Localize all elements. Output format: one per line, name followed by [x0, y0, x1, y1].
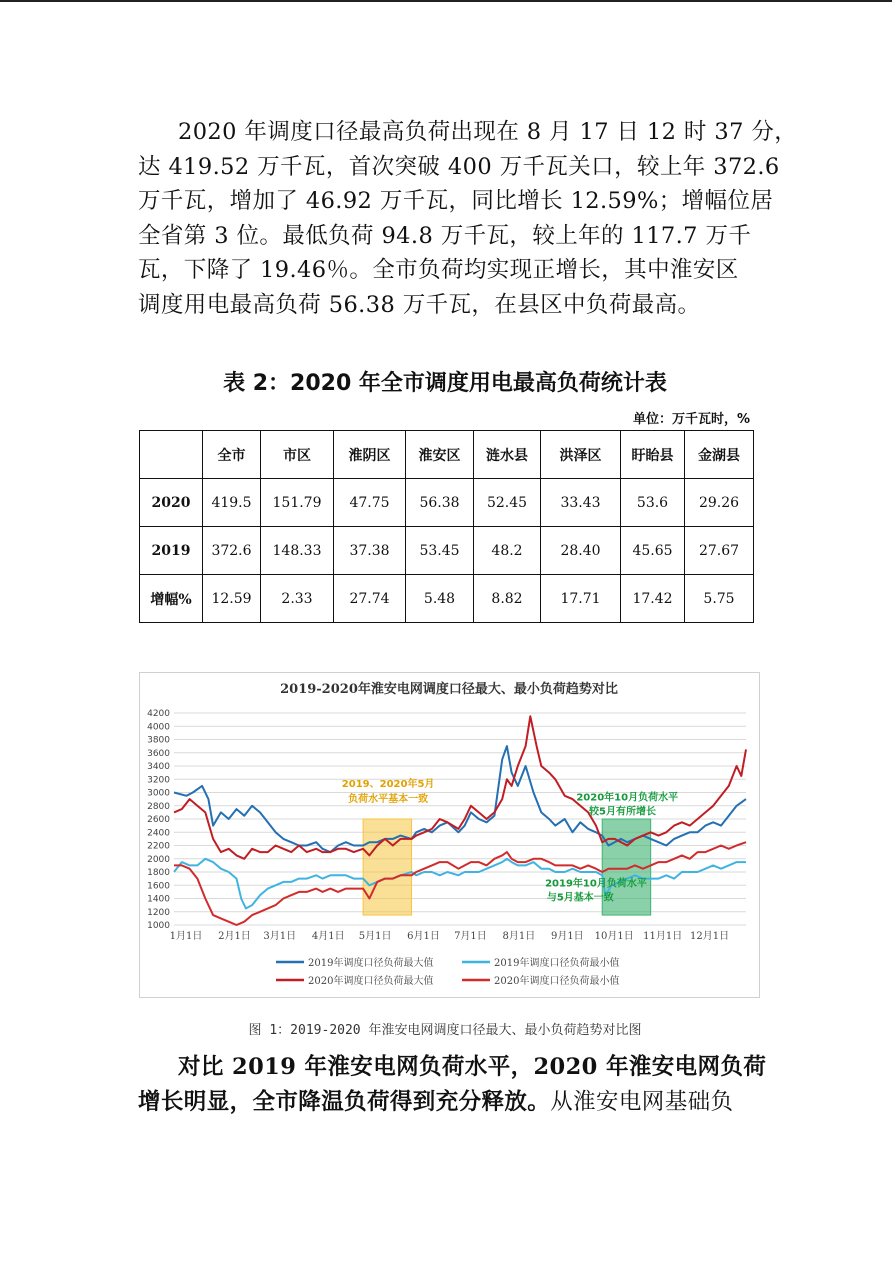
- paragraph-line: 调度用电最高负荷 56.38 万千瓦，在县区中负荷最高。: [138, 291, 701, 318]
- y-tick-label: 2600: [147, 815, 170, 825]
- x-tick-label: 4月1日: [311, 931, 345, 942]
- x-tick-label: 5月1日: [358, 931, 392, 942]
- table-row-label: 2020: [140, 479, 203, 527]
- x-tick-label: 10月1日: [594, 931, 634, 942]
- load-stats-table: [139, 430, 754, 623]
- table-cell: 53.6: [621, 479, 685, 527]
- table-cell: 45.65: [621, 527, 685, 575]
- load-trend-chart-svg: [140, 673, 759, 997]
- table-cell: 5.75: [685, 575, 754, 623]
- y-tick-label: 2800: [147, 801, 170, 812]
- table-cell: 29.26: [685, 479, 754, 527]
- load-trend-chart: [139, 672, 760, 998]
- table-cell: 37.38: [334, 527, 406, 575]
- table-header-row: [140, 431, 754, 479]
- table-header-cell: 涟水县: [474, 431, 541, 479]
- x-tick-label: 1月1日: [169, 931, 203, 942]
- y-tick-label: 4000: [147, 722, 170, 733]
- chart-annotation: 与5月基本一致: [546, 892, 614, 904]
- figure-caption: 图 1：2019-2020 年淮安电网调度口径最大、最小负荷趋势对比图: [248, 1023, 642, 1038]
- table-header-cell: 淮安区: [406, 431, 474, 479]
- table-cell: 5.48: [406, 575, 474, 623]
- paragraph-line: 瓦，下降了 19.46％。全市负荷均实现正增长，其中淮安区: [138, 257, 739, 283]
- chart-annotation: 2019、2020年5月: [341, 779, 435, 791]
- table-cell: 47.75: [334, 479, 406, 527]
- paragraph-line: 2020 年调度口径最高负荷出现在 8 月 17 日 12 时 37 分，: [178, 119, 798, 145]
- y-tick-label: 4200: [147, 709, 170, 719]
- table-row: [140, 575, 754, 623]
- table-cell: 12.59: [203, 575, 261, 623]
- table-cell: 372.6: [203, 527, 261, 575]
- paragraph-max-load: [138, 115, 798, 322]
- paragraph-line: [138, 1085, 752, 1120]
- y-tick-label: 2200: [147, 841, 170, 852]
- x-tick-label: 2月1日: [218, 931, 251, 942]
- legend-label: 2020年调度口径负荷最大值: [308, 976, 434, 987]
- paragraph-bold-text: 增长明显，全市降温负荷得到充分释放。: [138, 1088, 551, 1115]
- table-cell: 56.38: [406, 479, 474, 527]
- y-tick-label: 3000: [147, 788, 170, 799]
- paragraph-line: 达 419.52 万千瓦，首次突破 400 万千瓦关口，较上年 372.6: [138, 153, 780, 180]
- table-cell: 27.74: [334, 575, 406, 623]
- chart-annotation: 2020年10月负荷水平: [576, 792, 679, 804]
- chart-annotation: 负荷水平基本一致: [348, 793, 429, 805]
- table-row-label: 增幅%: [140, 575, 203, 623]
- table-row: [140, 479, 754, 527]
- series-line-1: [174, 859, 746, 909]
- table-unit: 单位：万千瓦时，%: [632, 412, 750, 427]
- x-tick-label: 8月1日: [502, 931, 536, 942]
- table-cell: 52.45: [474, 479, 541, 527]
- legend-label: 2020年调度口径负荷最小值: [494, 976, 620, 987]
- table-cell: 17.42: [621, 575, 685, 623]
- table-header-cell: 盱眙县: [621, 431, 685, 479]
- table-header-cell: 全市: [203, 431, 261, 479]
- table-cell: 53.45: [406, 527, 474, 575]
- y-tick-label: 1200: [147, 907, 170, 918]
- may-highlight-box: [363, 819, 411, 915]
- y-tick-label: 3400: [147, 762, 170, 772]
- y-tick-label: 2000: [147, 854, 170, 865]
- table-cell: 2.33: [261, 575, 334, 623]
- y-tick-label: 1800: [147, 868, 170, 878]
- x-tick-label: 9月1日: [550, 931, 584, 942]
- x-tick-label: 12月1日: [690, 931, 730, 942]
- table-cell: 28.40: [541, 527, 621, 575]
- table-cell: 419.5: [203, 479, 261, 527]
- paragraph-line: 万千瓦，增加了 46.92 万千瓦，同比增长 12.59%；增幅位居: [138, 188, 774, 214]
- paragraph-line: 对比 2019 年淮安电网负荷水平，2020 年淮安电网负荷: [178, 1054, 767, 1080]
- x-tick-label: 7月1日: [454, 931, 487, 942]
- table-cell: 27.67: [685, 527, 754, 575]
- y-tick-label: 3800: [147, 735, 170, 746]
- y-tick-label: 2400: [147, 828, 170, 839]
- table-cell: 17.71: [541, 575, 621, 623]
- table-header-cell: 淮阴区: [334, 431, 406, 479]
- paragraph-line: 全省第 3 位。最低负荷 94.8 万千瓦，较上年的 117.7 万千: [138, 222, 752, 249]
- y-tick-label: 1600: [147, 881, 170, 892]
- y-tick-label: 1000: [147, 921, 170, 931]
- table-cell: 148.33: [261, 527, 334, 575]
- top-border-line: [0, 0, 892, 2]
- y-tick-label: 3200: [147, 775, 170, 786]
- paragraph-comparison: [138, 1050, 767, 1119]
- x-tick-label: 3月1日: [263, 931, 297, 942]
- y-tick-label: 1400: [147, 894, 170, 905]
- table-header-cell: [140, 431, 203, 479]
- chart-annotation: 较5月有所增长: [589, 806, 657, 818]
- chart-title: 2019-2020年淮安电网调度口径最大、最小负荷趋势对比: [280, 682, 618, 697]
- x-tick-label: 11月1日: [643, 931, 683, 942]
- x-tick-label: 6月1日: [407, 931, 440, 942]
- table-cell: 48.2: [474, 527, 541, 575]
- table-cell: 33.43: [541, 479, 621, 527]
- y-tick-label: 3600: [147, 748, 170, 759]
- table-title: 表 2：2020 年全市调度用电最高负荷统计表: [223, 371, 667, 396]
- chart-annotation: 2019年10月负荷水平: [545, 878, 647, 890]
- series-line-3: [174, 842, 746, 925]
- table-row: [140, 527, 754, 575]
- table-cell: 8.82: [474, 575, 541, 623]
- table-header-cell: 市区: [261, 431, 334, 479]
- series-line-2: [174, 716, 746, 859]
- table-header-cell: 洪泽区: [541, 431, 621, 479]
- paragraph-plain-text: 从淮安电网基础负: [550, 1088, 734, 1115]
- legend-label: 2019年调度口径负荷最大值: [308, 958, 434, 969]
- legend-label: 2019年调度口径负荷最小值: [494, 958, 620, 969]
- table-header-cell: 金湖县: [685, 431, 754, 479]
- table-row-label: 2019: [140, 527, 203, 575]
- table-cell: 151.79: [261, 479, 334, 527]
